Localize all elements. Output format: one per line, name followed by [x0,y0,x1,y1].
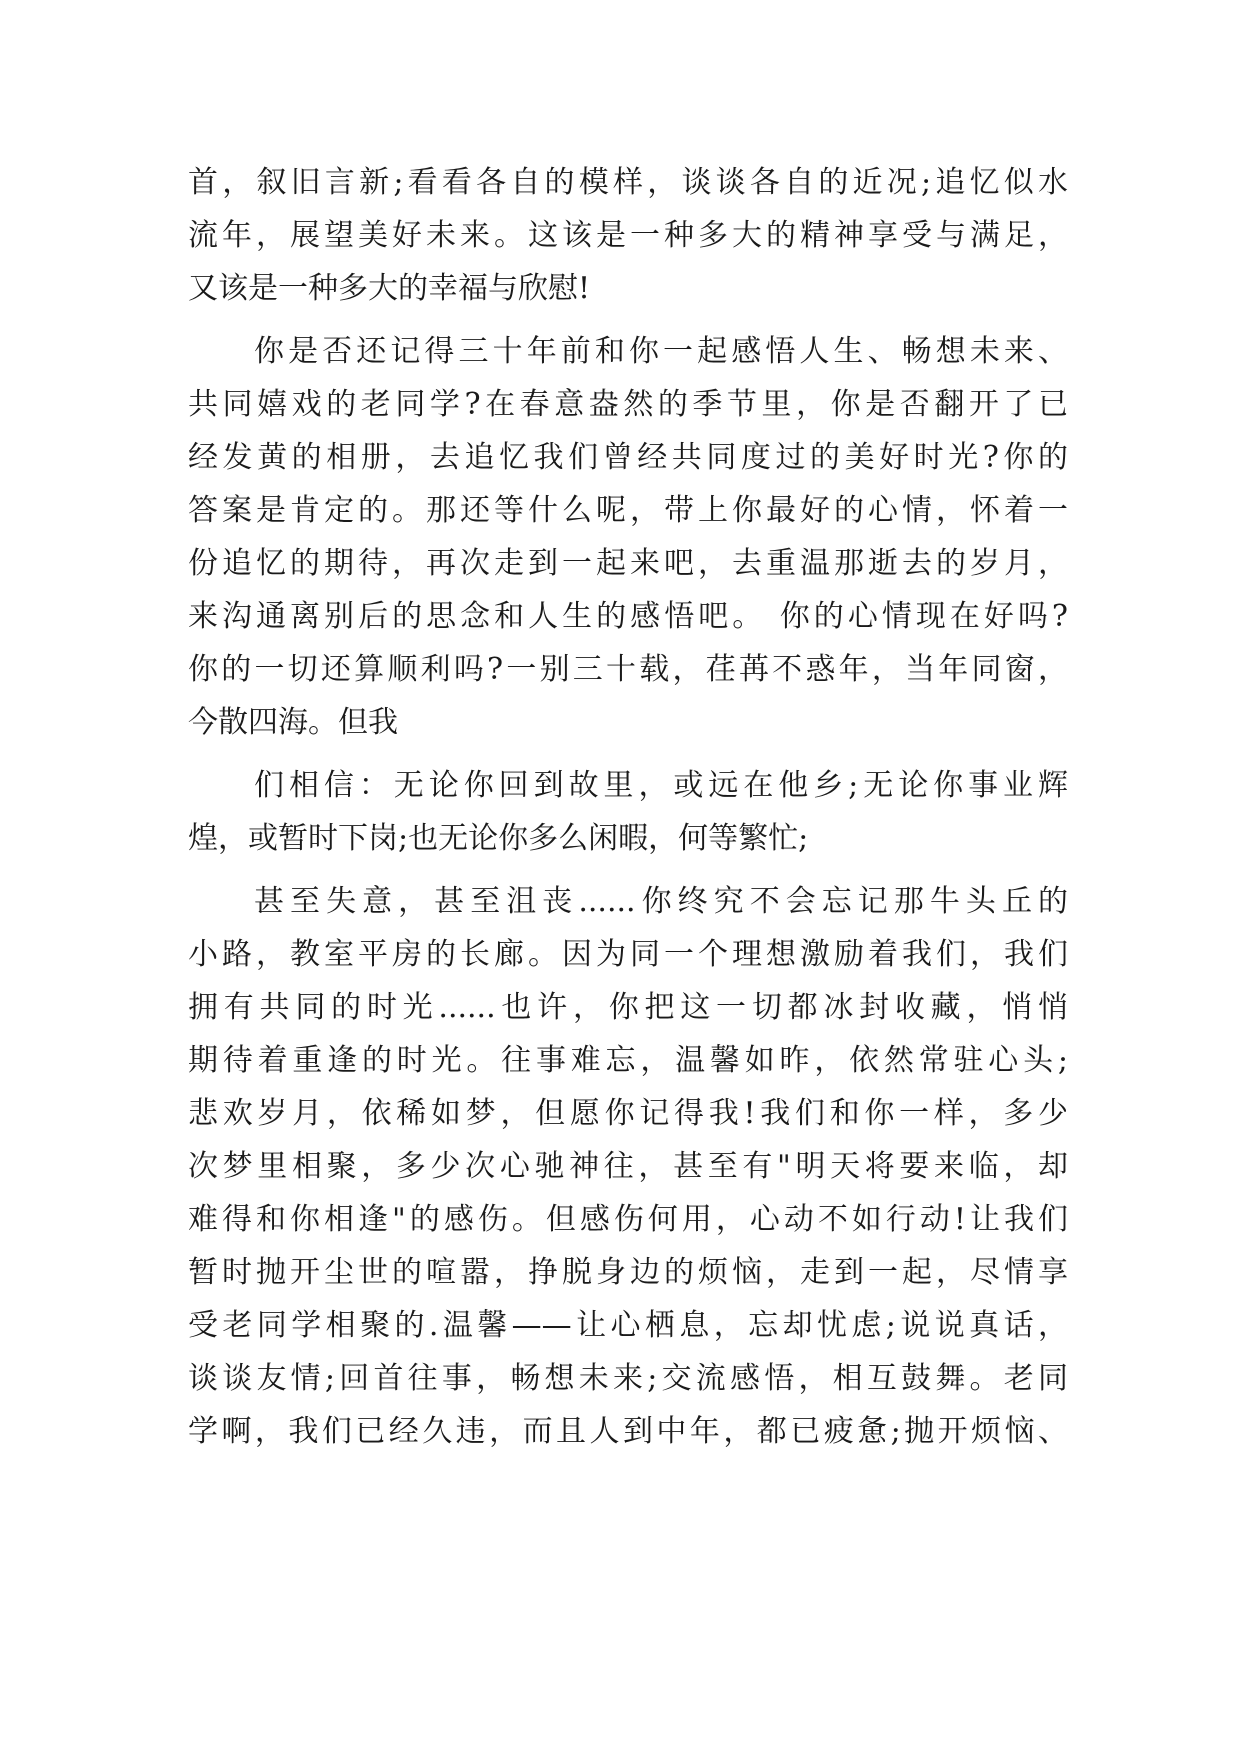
text-line: 首，叙旧言新;看看各自的模样，谈谈各自的近况;追忆似水 [188,165,1068,200]
text-line: 煌，或暂时下岗;也无论你多么闲暇，何等繁忙; [188,821,809,856]
text-line: 小路，教室平房的长廊。因为同一个理想激励着我们，我们 [188,937,1068,972]
text-line: 拥有共同的时光......也许，你把这一切都冰封收藏，悄悄 [188,990,1068,1025]
text-line: 今散四海。但我 [188,705,398,740]
text-line: 学啊，我们已经久违，而且人到中年，都已疲惫;抛开烦恼、 [188,1414,1068,1449]
text-line: 悲欢岁月，依稀如梦，但愿你记得我!我们和你一样，多少 [188,1096,1068,1131]
text-line: 你的一切还算顺利吗?一别三十载，荏苒不惑年，当年同窗， [188,652,1068,687]
paragraph-start-line: 们相信：无论你回到故里，或远在他乡;无论你事业辉 [254,768,1068,803]
paragraph-start-line: 甚至失意，甚至沮丧......你终究不会忘记那牛头丘的 [254,884,1068,919]
text-line: 难得和你相逢"的感伤。但感伤何用，心动不如行动!让我们 [188,1202,1068,1237]
text-line: 经发黄的相册，去追忆我们曾经共同度过的美好时光?你的 [188,440,1068,475]
paragraph-start-line: 你是否还记得三十年前和你一起感悟人生、畅想未来、 [254,334,1068,369]
text-line: 受老同学相聚的.温馨——让心栖息，忘却忧虑;说说真话， [188,1308,1068,1343]
text-line: 次梦里相聚，多少次心驰神往，甚至有"明天将要来临，却 [188,1149,1068,1184]
body-text [188,156,1068,1458]
text-line: 谈谈友情;回首往事，畅想未来;交流感悟，相互鼓舞。老同 [188,1361,1068,1396]
text-line: 答案是肯定的。那还等什么呢，带上你最好的心情，怀着一 [188,493,1068,528]
text-line: 份追忆的期待，再次走到一起来吧，去重温那逝去的岁月， [188,546,1068,581]
text-line: 流年，展望美好未来。这该是一种多大的精神享受与满足， [188,218,1068,253]
text-line: 期待着重逢的时光。往事难忘，温馨如昨，依然常驻心头; [188,1043,1068,1078]
text-line: 又该是一种多大的幸福与欣慰! [188,271,591,306]
text-line: 共同嬉戏的老同学?在春意盎然的季节里，你是否翻开了已 [188,387,1068,422]
text-line: 来沟通离别后的思念和人生的感悟吧。 你的心情现在好吗? [188,599,1068,634]
text-line: 暂时抛开尘世的喧嚣，挣脱身边的烦恼，走到一起，尽情享 [188,1255,1068,1290]
